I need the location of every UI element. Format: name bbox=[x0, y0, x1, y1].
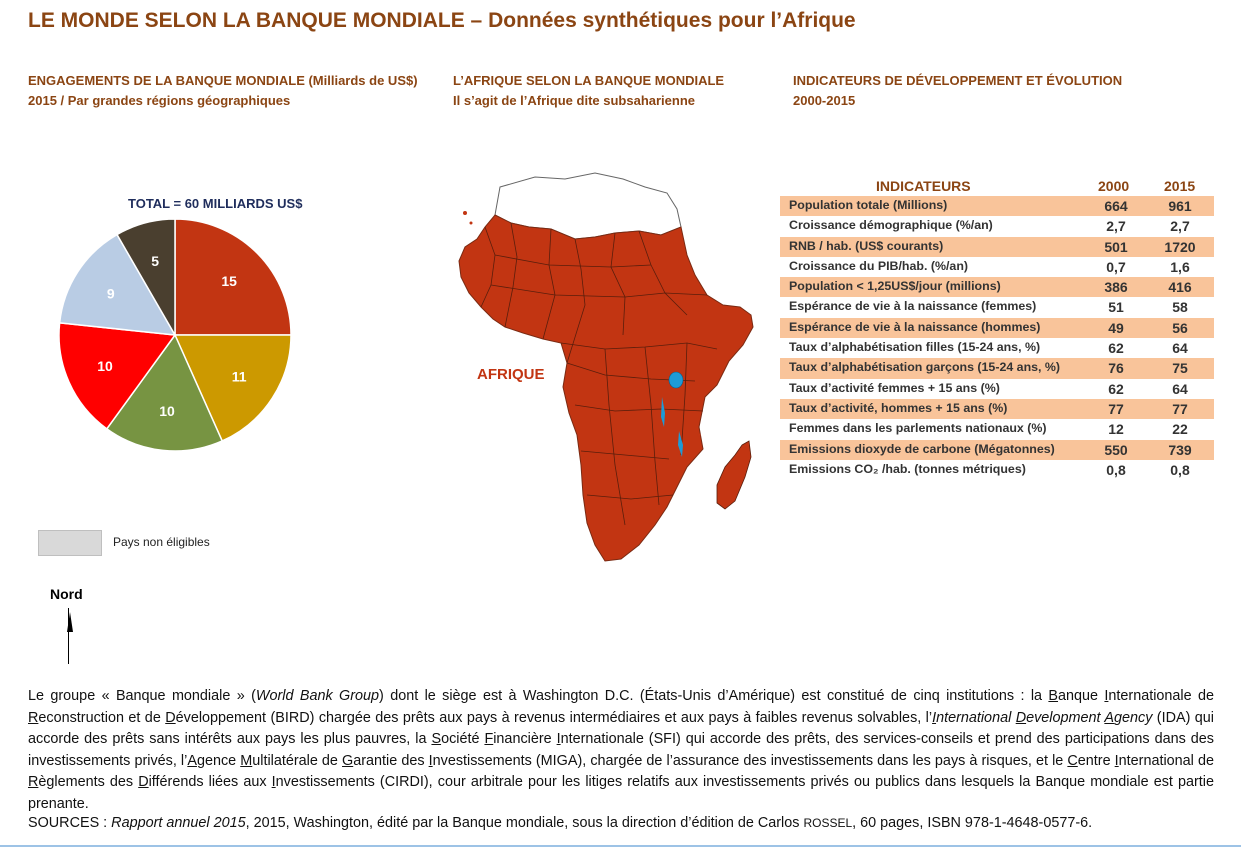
indicators-rows bbox=[780, 196, 1214, 480]
indicator-row bbox=[780, 419, 1214, 439]
header-2000: 2000 bbox=[1098, 178, 1130, 194]
body-paragraph: Le groupe « Banque mondiale » (World Bank Group) dont le siège est à Washington D.C. (États-Unis d’Amérique) est constitué de cinq institutions : la Banque Internationale de Reconstruction et de Développement (BIRD) chargée des prêts aux pays à revenus intermédiaires et aux pays à faibles revenus solvables, l’International Development Agency (IDA) qui accorde des prêts sans intérêts aux pays les plus pauvres, la Société Financière Internationale (SFI) qui accorde des prêts, des services-conseils et prend des participations dans des investissements privés, l’Agence Multilatérale de Garantie des Investissements (MIGA), chargée de l’assurance des investissements dans les pays à risques, et le Centre International de Règlements des Différends liées aux Investissements (CIRDI), cour arbitrale pour les litiges relatifs aux investissements privés ou publics dans lesquels la Banque mondiale est partie prenante. bbox=[28, 688, 1215, 812]
indicator-value-2015: 77 bbox=[1172, 400, 1188, 417]
north-label: Nord bbox=[50, 586, 83, 602]
indicator-value-2000: 664 bbox=[1104, 198, 1128, 214]
pie-slice-label: 11 bbox=[231, 368, 247, 385]
indicators-table bbox=[780, 176, 1214, 480]
engagements-section-header bbox=[28, 71, 418, 111]
lake-victoria bbox=[669, 372, 683, 388]
madagascar bbox=[717, 441, 751, 509]
indicator-label: Population < 1,25US$/jour (millions) bbox=[789, 279, 1001, 294]
indicator-label: Taux d’alphabétisation filles (15-24 ans, %) bbox=[789, 340, 1041, 355]
indicator-label: RNB / hab. (US$ courants) bbox=[789, 238, 944, 253]
indicator-row bbox=[780, 297, 1214, 317]
indicator-label: Croissance du PIB/hab. (%/an) bbox=[789, 258, 969, 273]
indicator-value-2015: 75 bbox=[1172, 360, 1188, 377]
indicateurs-subheading: 2000-2015 bbox=[793, 93, 856, 108]
indicator-value-2015: 2,7 bbox=[1170, 218, 1190, 235]
indicator-value-2015: 64 bbox=[1172, 380, 1188, 397]
island-3 bbox=[698, 434, 701, 437]
pie-slice-label: 9 bbox=[106, 285, 115, 302]
engagements-heading: ENGAGEMENTS DE LA BANQUE MONDIALE (Milliards de US$) bbox=[28, 73, 418, 88]
indicator-value-2015: 416 bbox=[1168, 279, 1192, 296]
indicator-label: Femmes dans les parlements nationaux (%) bbox=[789, 421, 1047, 436]
africa-map bbox=[455, 165, 755, 565]
indicator-value-2000: 62 bbox=[1108, 380, 1124, 397]
indicator-row bbox=[780, 399, 1214, 419]
pie-slice-label: 15 bbox=[221, 272, 237, 289]
legend-swatch bbox=[38, 530, 102, 556]
indicator-value-2000: 49 bbox=[1108, 319, 1124, 336]
indicator-label: Taux d’activité, hommes + 15 ans (%) bbox=[789, 400, 1008, 415]
indicator-row bbox=[780, 358, 1214, 378]
map-label-afrique: AFRIQUE bbox=[477, 366, 545, 383]
indicator-label: Emissions CO₂ /hab. (tonnes métriques) bbox=[789, 461, 1026, 476]
indicator-value-2000: 501 bbox=[1104, 238, 1128, 255]
indicator-row bbox=[780, 257, 1214, 277]
indicator-row bbox=[780, 460, 1214, 480]
indicator-value-2000: 76 bbox=[1108, 360, 1124, 377]
indicator-label: Taux d’activité femmes + 15 ans (%) bbox=[789, 380, 1000, 395]
indicator-value-2000: 0,8 bbox=[1106, 461, 1126, 478]
page-title: LE MONDE SELON LA BANQUE MONDIALE – Données synthétiques pour l’Afrique bbox=[28, 9, 856, 32]
afrique-subheading: Il s’agit de l’Afrique dite subsaharienne bbox=[453, 93, 695, 108]
indicateurs-heading: INDICATEURS DE DÉVELOPPEMENT ET ÉVOLUTION bbox=[793, 73, 1123, 88]
afrique-section-header bbox=[453, 71, 724, 111]
indicator-value-2015: 22 bbox=[1172, 421, 1188, 438]
indicator-label: Taux d’alphabétisation garçons (15-24 ans, %) bbox=[789, 360, 1061, 375]
pie-slice-label: 10 bbox=[97, 358, 113, 375]
indicators-table-header bbox=[780, 176, 1214, 196]
indicator-value-2015: 0,8 bbox=[1170, 461, 1190, 478]
indicator-value-2015: 739 bbox=[1168, 441, 1192, 458]
pie-slice-label: 5 bbox=[151, 253, 160, 270]
sources-line: SOURCES : Rapport annuel 2015, 2015, Washington, édité par la Banque mondiale, sous la direction d’édition de Carlos ROSSEL, 60 pages, ISBN 978-1-4648-0577-6. bbox=[28, 815, 1093, 831]
indicator-row bbox=[780, 318, 1214, 338]
indicator-row bbox=[780, 379, 1214, 399]
indicator-row bbox=[780, 277, 1214, 297]
indicator-value-2015: 56 bbox=[1172, 319, 1188, 336]
indicator-row bbox=[780, 338, 1214, 358]
indicator-row bbox=[780, 440, 1214, 460]
indicator-value-2000: 77 bbox=[1108, 400, 1124, 417]
indicator-value-2000: 386 bbox=[1104, 279, 1128, 296]
indicator-label: Croissance démographique (%/an) bbox=[789, 218, 993, 233]
header-indicateurs: INDICATEURS bbox=[876, 178, 971, 194]
pie-chart-title: TOTAL = 60 MILLIARDS US$ bbox=[128, 196, 303, 211]
engagements-pie-chart bbox=[50, 210, 300, 460]
indicator-value-2015: 58 bbox=[1172, 299, 1188, 316]
indicator-value-2015: 1720 bbox=[1164, 238, 1196, 255]
legend-label: Pays non éligibles bbox=[113, 535, 210, 549]
indicateurs-section-header bbox=[793, 71, 1122, 111]
indicator-row bbox=[780, 216, 1214, 236]
indicator-value-2000: 0,7 bbox=[1106, 258, 1126, 275]
indicator-value-2000: 62 bbox=[1108, 340, 1124, 357]
indicator-value-2000: 550 bbox=[1104, 441, 1128, 458]
indicator-label: Espérance de vie à la naissance (hommes) bbox=[789, 319, 1041, 334]
indicator-value-2000: 2,7 bbox=[1106, 218, 1126, 235]
indicator-value-2015: 64 bbox=[1172, 340, 1188, 357]
indicator-label: Espérance de vie à la naissance (femmes) bbox=[789, 299, 1037, 314]
indicator-row bbox=[780, 196, 1214, 216]
indicator-row bbox=[780, 237, 1214, 257]
indicator-label: Population totale (Millions) bbox=[789, 198, 948, 212]
indicator-value-2015: 961 bbox=[1168, 198, 1192, 214]
indicator-value-2000: 12 bbox=[1108, 421, 1124, 438]
island-2 bbox=[470, 222, 473, 225]
indicator-value-2000: 51 bbox=[1108, 299, 1124, 316]
engagements-subheading: 2015 / Par grandes régions géographiques bbox=[28, 93, 291, 108]
north-arrow-icon bbox=[67, 612, 73, 632]
island-1 bbox=[463, 211, 467, 215]
indicator-label: Emissions dioxyde de carbone (Mégatonnes) bbox=[789, 441, 1055, 456]
pie-slice-label: 10 bbox=[159, 403, 175, 420]
indicator-value-2015: 1,6 bbox=[1170, 258, 1190, 275]
afrique-heading: L’AFRIQUE SELON LA BANQUE MONDIALE bbox=[453, 73, 725, 88]
header-2015: 2015 bbox=[1164, 178, 1196, 194]
